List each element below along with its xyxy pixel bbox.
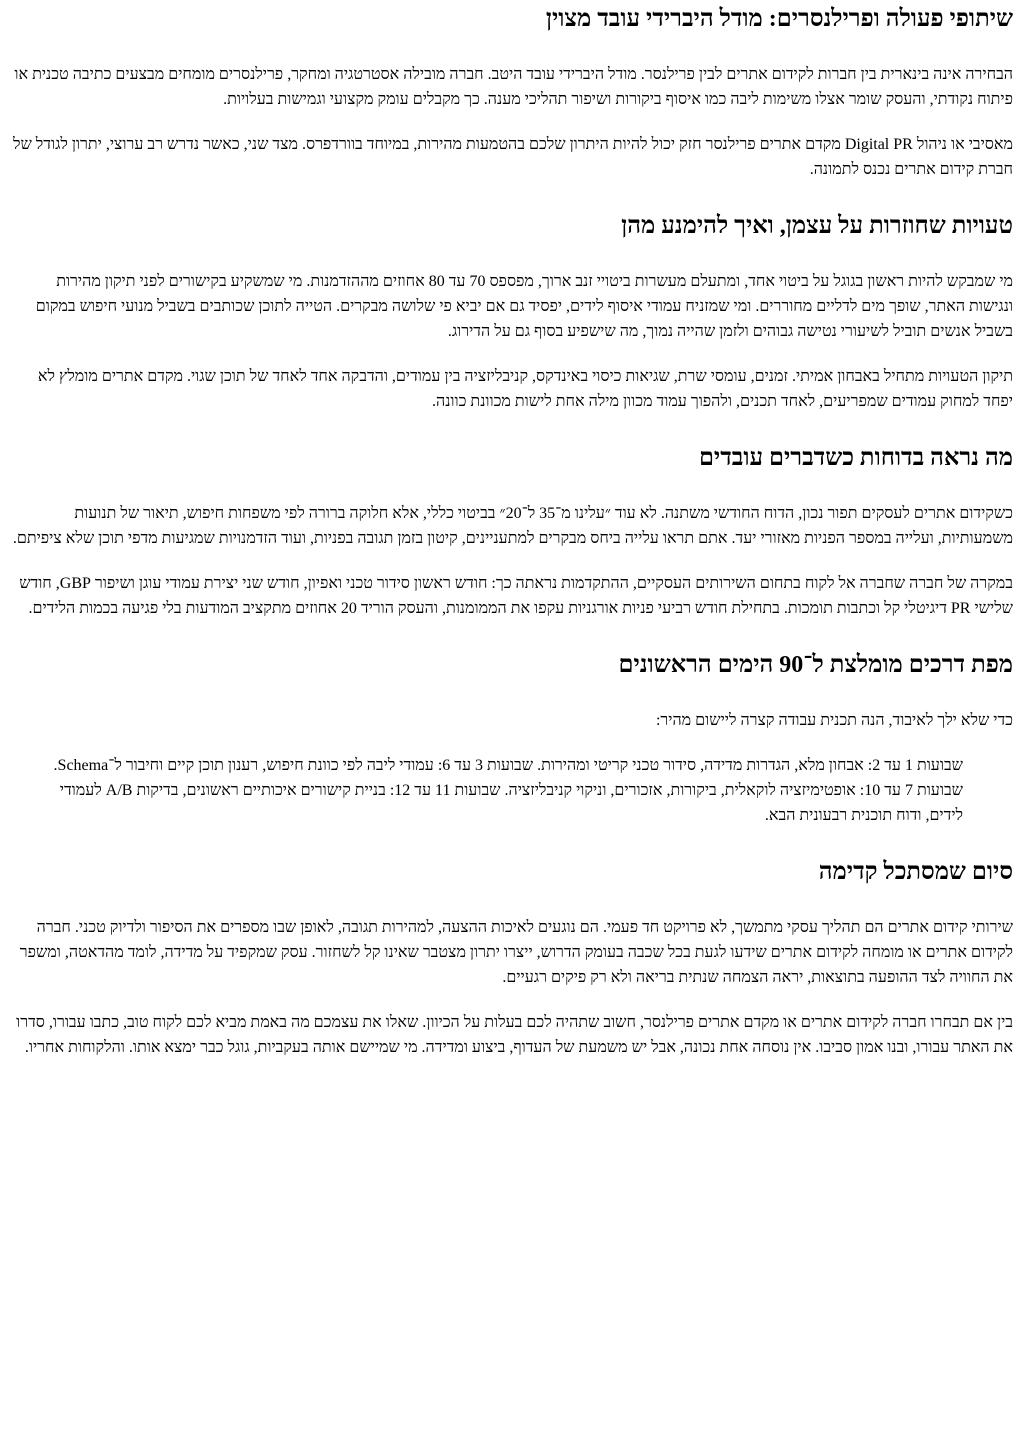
section-reports (11, 443, 1013, 621)
paragraph: שירותי קידום אתרים הם תהליך עסקי מתמשך, לא פרויקט חד פעמי. הם נוגעים לאיכות ההצעה, למהירות תגובה, לאופן שבו מספרים את הסיפור ולדיוק טכני. חברה לקידום אתרים או מומחה לקידום אתרים שידעו לגעת בכל שכבה בעומק הדרוש, ייצרו יתרון מצטבר שאינו קל לשחזור. עסק שמקפיד על מדידה, לומד מהדאטה, ומשפר את החוויה לצד ההופעה בתוצאות, יראה הצמחה שנתית בריאה ולא רק פיקים רגעיים. (19, 919, 1013, 986)
paragraph: במקרה של חברה שחברה אל לקוח בתחום השירותים העסקיים, ההתקדמות נראתה כך: חודש ראשון סידור טכני ואפיון, חודש שני יצירת עמודי עוגן ושיפור GBP, חודש שלישי PR דיגיטלי קל וכתבות תומכות. בתחילת חודש רביעי פניות אורגניות עקפו את הממומנות, והעסק הוריד 20 אחוזים מתקציב המודעות בלי פגיעה בכמות הלידים. (19, 575, 1013, 617)
section-heading: טעויות שחוזרות על עצמן, ואיך להימנע מהן (621, 213, 1013, 239)
roadmap-list-text: שבועות 1 עד 2: אבחון מלא, הגדרות מדידה, סידור טכני קריטי ומהירות. שבועות 3 עד 6: עמודי ליבה לפי כוונת חיפוש, רענון תוכן קיים וחיבור ל־Schema. שבועות 7 עד 10: אופטימיזציה לוקאלית, ביקורות, אזכורים, וניקוי קניבליזציה. שבועות 11 עד 12: בניית קישורים איכותיים ראשונים, בדיקות A/B לעמודי לידים, ודוח תוכנית רבעונית הבא. (53, 757, 963, 824)
paragraph: כשקידום אתרים לעסקים תפור נכון, הדוח החודשי משתנה. לא עוד ״עלינו מ־35 ל־20״ בביטוי כללי, אלא חלוקה ברורה לפי משפחות חיפוש, תיאור של תנועות משמעותיות, ועלייה במספר הפניות מאזורי יעד. אתם תראו עלייה ביחס מבקרים למתעניינים, קיטון בזמן תגובה בפניות, ועוד הזדמנויות שמגיעות מדפי תוכן שלא ציפיתם. (12, 505, 1013, 547)
paragraph: תיקון הטעויות מתחיל באבחון אמיתי. זמנים, עומסי שרת, שגיאות כיסוי באינדקס, קניבליזציה בין עמודים, והדבקה אחד לאחד של תוכן שגוי. מקדם אתרים מומלץ לא יפחד למחוק עמודים שמפריעים, לאחד תכנים, ולהפוך עמוד מכוון מילה אחת לישות מכוונת כוונה. (37, 368, 1013, 410)
paragraph: בין אם תבחרו חברה לקידום אתרים או מקדם אתרים פרילנסר, חשוב שתהיה לכם בעלות על הכיוון. שאלו את עצמכם מה באמת מביא לכם לקוח טוב, כתבו עבורו, סדרו את האתר עבורו, ובנו אמון סביבו. אין נוסחה אחת נכונה, אבל יש משמעת של העדוף, ביצוע ומדידה. מי שמיישם אותה בעקביות, גוגל כבר ימצא אותו. והלקוחות אחריו. (16, 1014, 1013, 1056)
section-heading: מפת דרכים מומלצת ל־90 הימים הראשונים (618, 652, 1013, 678)
article (0, 4, 1024, 1060)
paragraph: כדי שלא ילך לאיבוד, הנה תכנית עבודה קצרה ליישום מהיר: (655, 712, 1013, 729)
section-heading: שיתופי פעולה ופרילנסרים: מודל היברידי עובד מצוין (545, 6, 1013, 32)
section-roadmap (11, 650, 1013, 828)
section-heading: סיום שמסתכל קדימה (818, 859, 1013, 885)
section-hybrid-model (11, 4, 1013, 182)
section-common-mistakes (11, 211, 1013, 414)
section-heading: מה נראה בדוחות כשדברים עובדים (698, 445, 1013, 471)
roadmap-list (11, 753, 1013, 828)
section-closing (11, 857, 1013, 1060)
paragraph: מי שמבקש להיות ראשון בגוגל על ביטוי אחד, ומתעלם מעשרות ביטויי זנב ארוך, מפספס 70 עד 80 אחוזים מההזדמנות. מי שמשקיע בקישורים לפני תיקון מהירות ונגישות האתר, שופך מים לדליים מחוררים. ומי שמזניח עמודי איסוף לידים, יפסיד גם אם יביא פי שלושה מבקרים. הטייה לתוכן שכותבים בשביל מנועי חיפוש במקום בשביל אנשים תוביל לשיעורי נטישה גבוהים ולזמן שהייה נמוך, מה שישפיע בסוף גם על הדירוג. (35, 273, 1013, 340)
paragraph: מאסיבי או ניהול Digital PR מקדם אתרים פרילנסר חזק יכול להיות היתרון שלכם בהטמעות מהירות, במיוחד בוורדפרס. מצד שני, כאשר נדרש רב ערוצי, יתרון לגודל של חברת קידום אתרים נכנס לתמונה. (12, 136, 1013, 178)
paragraph: הבחירה אינה בינארית בין חברות לקידום אתרים לבין פרילנסר. מודל היברידי עובד היטב. חברה מובילה אסטרטגיה ומחקר, פרילנסרים מומחים מבצעים כתיבה טכנית או פיתוח נקודתי, והעסק שומר אצלו משימות ליבה כמו איסוף ביקורות ושיפור תהליכי מענה. כך מקבלים עומק מקצועי וגמישות בעלויות. (14, 66, 1013, 108)
